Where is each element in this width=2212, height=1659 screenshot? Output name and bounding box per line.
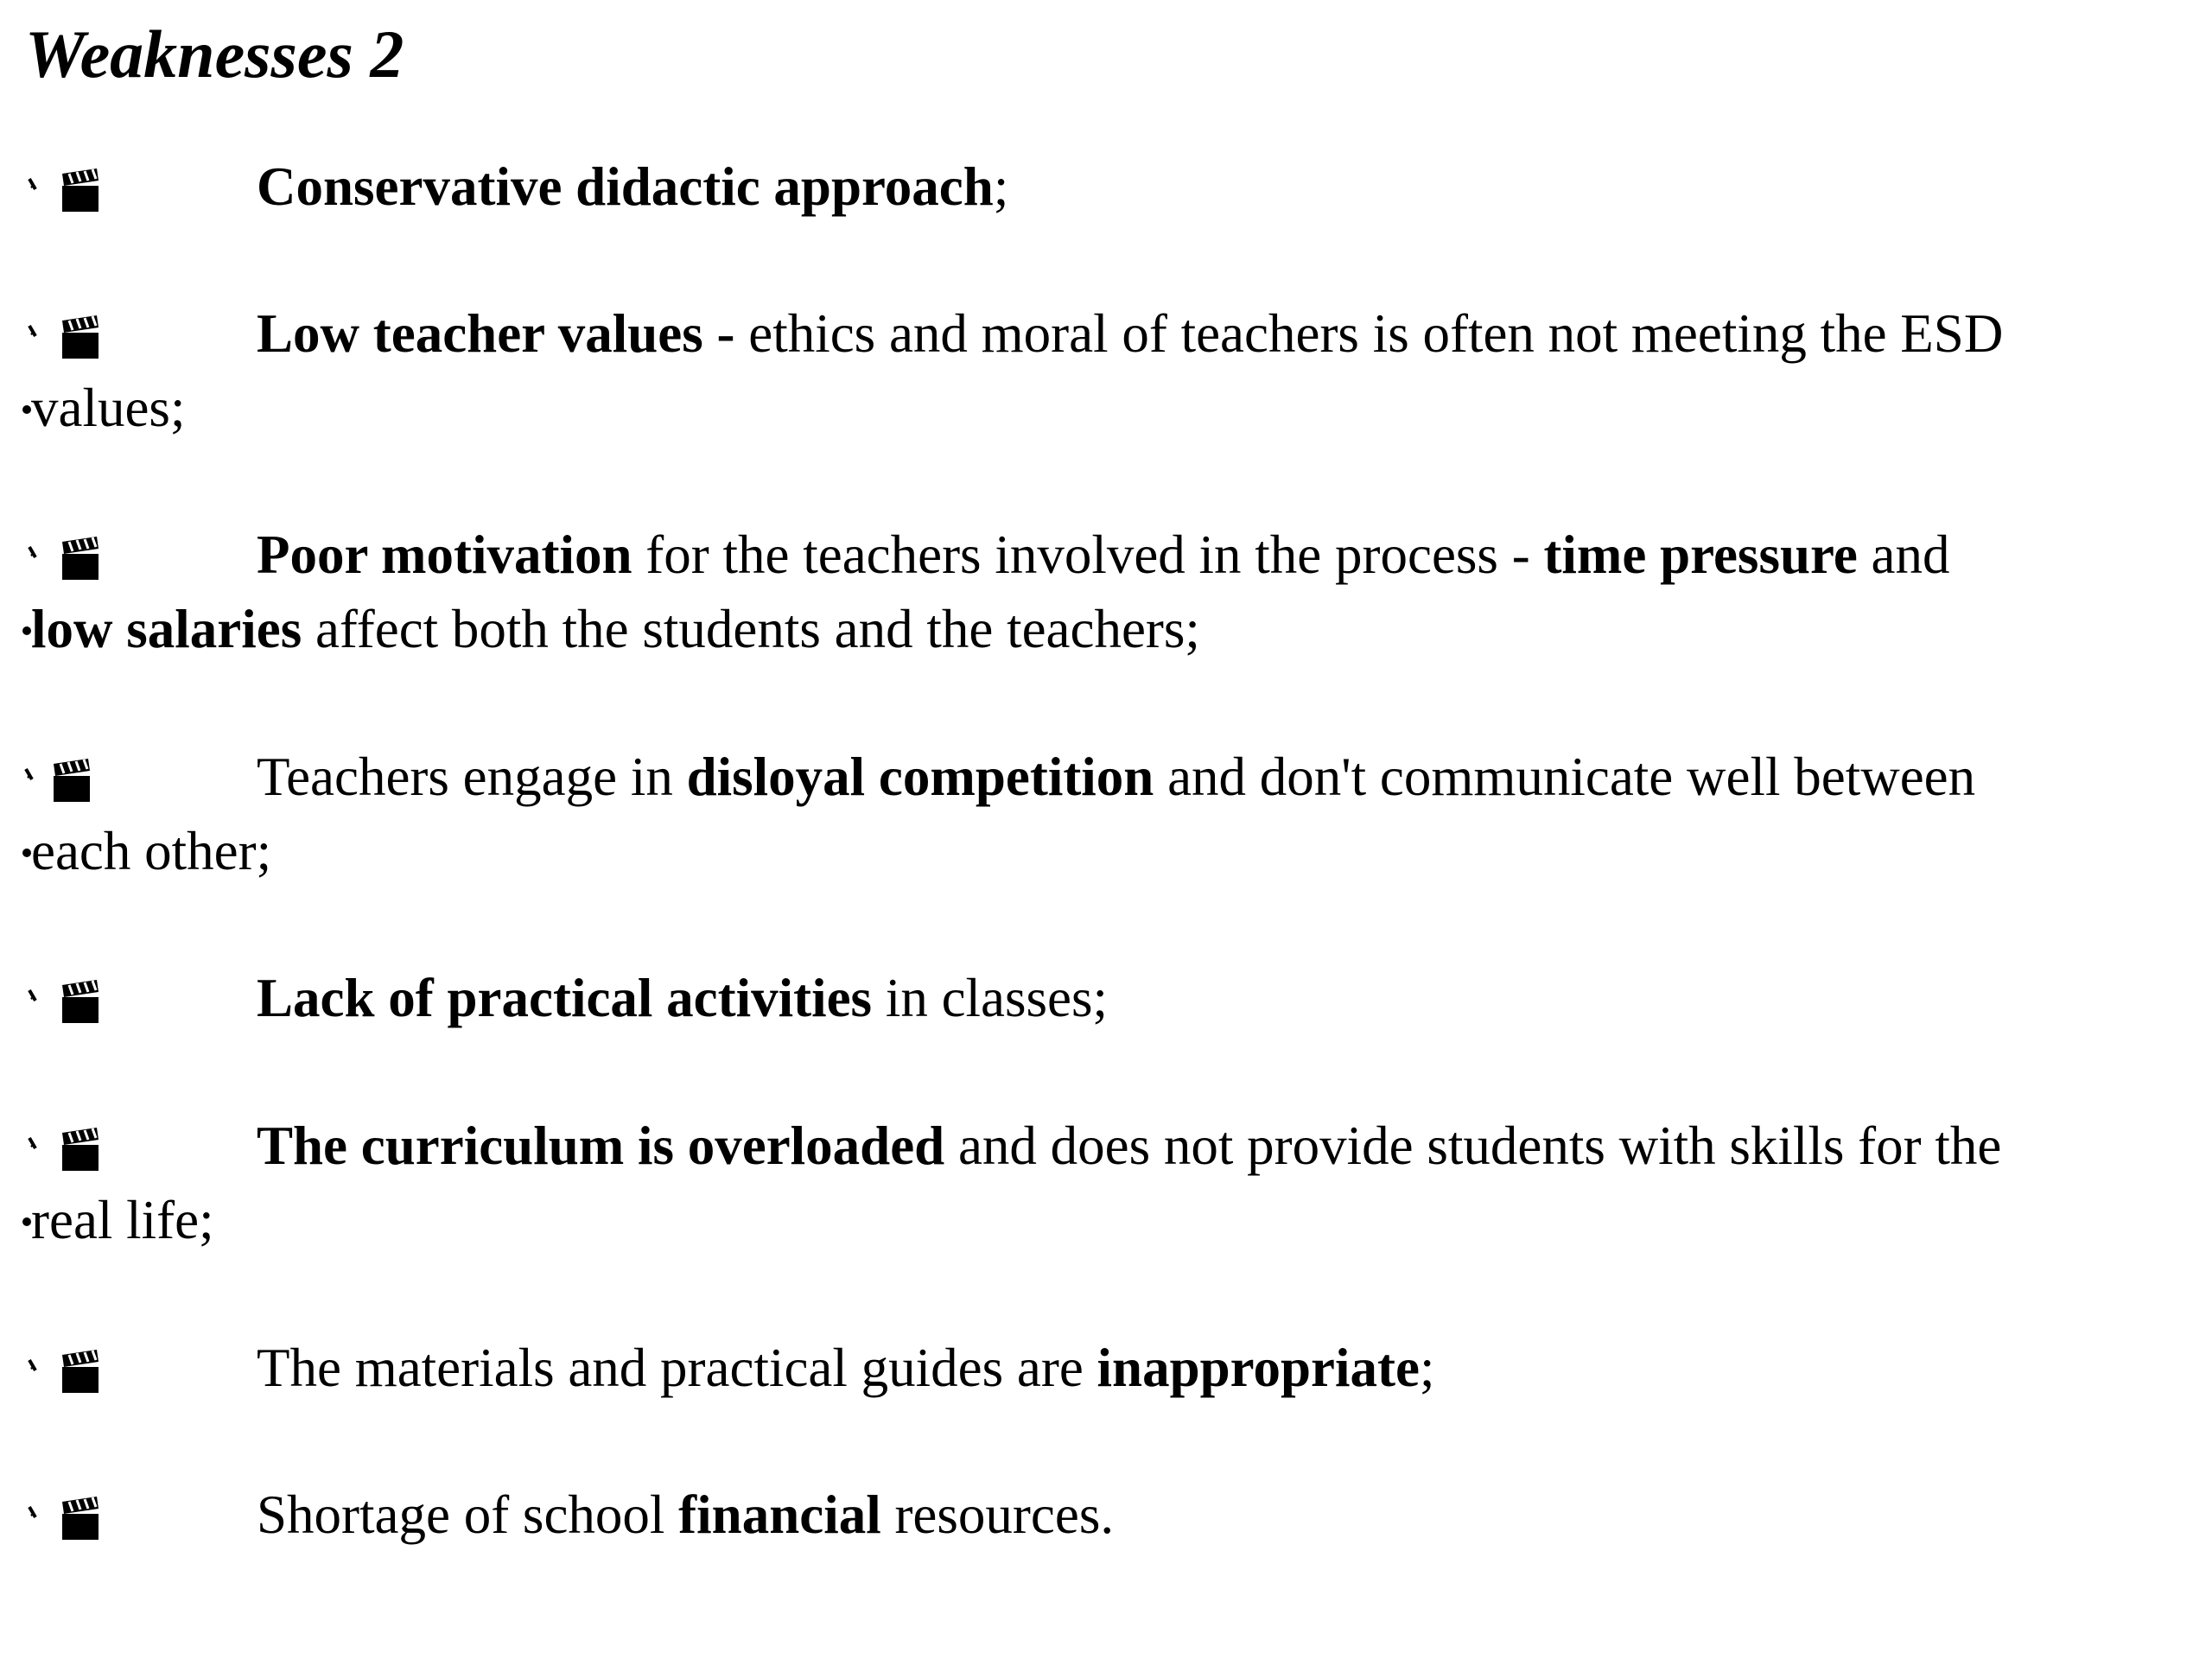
item-text-segment: Conservative didactic approach xyxy=(257,156,994,217)
item-text-segment: Lack of practical activities xyxy=(257,968,873,1028)
item-text-segment: and don't communicate well between xyxy=(1154,747,1976,807)
item-text-segment: ; xyxy=(993,156,1009,217)
list-item xyxy=(0,961,2212,1035)
item-text-continued xyxy=(31,371,185,445)
dot-icon xyxy=(22,626,31,635)
item-text-segment: in classes; xyxy=(872,968,1109,1028)
item-text-continued xyxy=(31,814,271,888)
page-title: Weaknesses 2 xyxy=(25,16,404,92)
dot-icon xyxy=(22,849,31,857)
item-text-segment: ; xyxy=(1419,1338,1435,1398)
item-text-segment: disloyal competition xyxy=(686,747,1154,807)
list-item xyxy=(0,740,2212,888)
clapperboard-icon xyxy=(28,1495,114,1547)
clapperboard-icon xyxy=(28,314,114,365)
item-text xyxy=(257,961,1108,1035)
clapperboard-icon xyxy=(28,1348,114,1400)
item-text-segment: for the teachers involved in the process - xyxy=(632,524,1544,585)
item-text-segment: each other; xyxy=(31,821,272,881)
item-text-segment: resources. xyxy=(880,1484,1115,1545)
clapperboard-icon xyxy=(28,978,114,1030)
item-text-segment: and does not provide students with skills for the xyxy=(944,1116,2002,1176)
clapperboard-icon xyxy=(28,1126,114,1178)
clapperboard-icon xyxy=(24,757,111,809)
item-text-segment: time pressure xyxy=(1543,524,1858,585)
item-text-segment: real life; xyxy=(31,1190,214,1250)
list-item xyxy=(0,1478,2212,1552)
item-text xyxy=(257,740,1975,814)
item-text-segment: Poor motivation xyxy=(257,524,632,585)
list-item xyxy=(0,1331,2212,1405)
list-item xyxy=(0,149,2212,224)
item-text-segment: low salaries xyxy=(31,599,302,659)
item-text-continued xyxy=(31,592,1200,666)
item-text-segment: Low teacher values - xyxy=(257,303,749,364)
item-text-segment: affect both the students and the teachers; xyxy=(302,599,1200,659)
item-text-segment: Teachers engage in xyxy=(257,747,687,807)
item-text-segment: values; xyxy=(31,378,186,438)
list-item xyxy=(0,1109,2212,1257)
item-text xyxy=(257,1109,2001,1183)
list-item xyxy=(0,518,2212,666)
item-text-segment: Shortage of school xyxy=(257,1484,679,1545)
clapperboard-icon xyxy=(28,167,114,219)
item-text-segment: ethics and moral of teachers is often not meeting the ESD xyxy=(748,303,2004,364)
item-text-segment: financial xyxy=(678,1484,881,1545)
dot-icon xyxy=(22,1217,31,1226)
item-text-segment: The curriculum is overloaded xyxy=(257,1116,945,1176)
item-text-segment: and xyxy=(1857,524,1950,585)
item-text xyxy=(257,149,1008,224)
item-text-continued xyxy=(31,1183,214,1257)
item-text xyxy=(257,1478,1114,1552)
item-text-segment: The materials and practical guides are xyxy=(257,1338,1097,1398)
item-text xyxy=(257,296,2003,371)
item-text-segment: inappropriate xyxy=(1096,1338,1420,1398)
dot-icon xyxy=(22,405,31,414)
list-item xyxy=(0,296,2212,445)
item-text xyxy=(257,518,1950,592)
clapperboard-icon xyxy=(28,535,114,587)
item-text xyxy=(257,1331,1434,1405)
